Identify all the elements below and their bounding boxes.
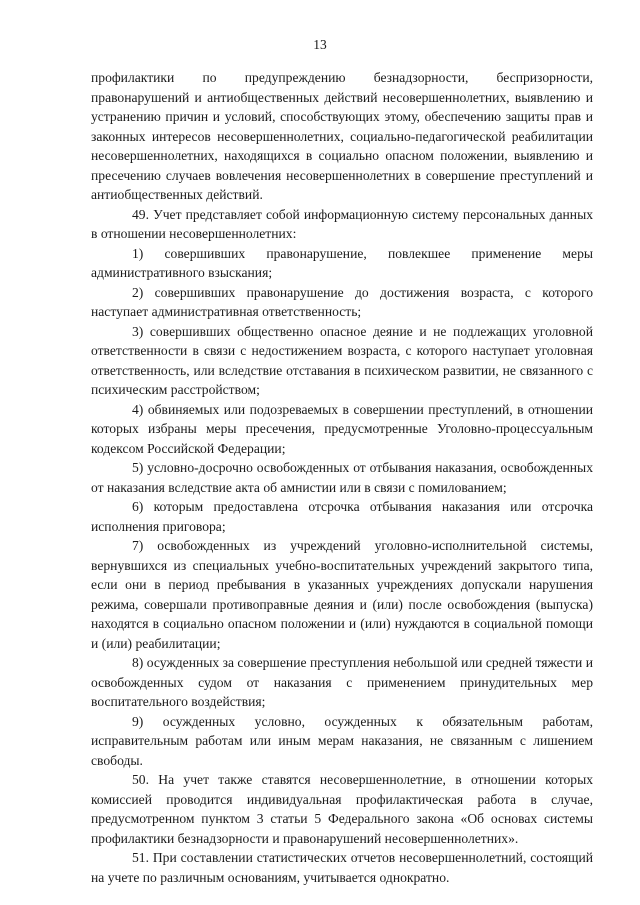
list-item-49-1: 1) совершивших правонарушение, повлекшее применение меры административного взыскания; — [91, 245, 593, 280]
list-item-49-9: 9) осужденных условно, осужденных к обязательным работам, исправительным работам или иным мерам наказания, не связанным с лишением свободы. — [91, 713, 593, 768]
page-number: 13 — [313, 37, 327, 52]
list-item-49-4: 4) обвиняемых или подозреваемых в совершении преступлений, в отношении которых избраны меры пресечения, предусмотренные Уголовно-процессуальным кодексом Российской Федерации; — [91, 401, 593, 456]
list-item-49-7: 7) освобожденных из учреждений уголовно-исполнительной системы, вернувшихся из специальных учебно-воспитательных учреждений закрытого типа, если они в период пребывания в указанных учреждениях допускали нарушения режима, совершали противоправные деяния и (или) после освобождения (выпуска) находятся в социально опасном положении и (или) нуждаются в социальной помощи и (или) реабилитации; — [91, 538, 593, 651]
paragraph-item-51: 51. При составлении статистических отчетов несовершеннолетний, состоящий на учете по различным основаниям, учитывается однократно. — [91, 850, 593, 885]
list-item-49-8: 8) осужденных за совершение преступления небольшой или средней тяжести и освобожденных судом от наказания с применением принудительных мер воспитательного воздействия; — [91, 655, 593, 709]
list-item-49-5: 5) условно-досрочно освобожденных от отбывания наказания, освобожденных от наказания вследствие акта об амнистии или в связи с помилованием; — [91, 460, 593, 495]
document-body — [91, 68, 593, 887]
list-item-49-2: 2) совершивших правонарушение до достижения возраста, с которого наступает административная ответственность; — [91, 284, 593, 319]
list-item-49-3: 3) совершивших общественно опасное деяние и не подлежащих уголовной ответственности в связи с недостижением возраста, с которого наступает уголовная ответственность, или вследствие отставания в психическом развитии, не связанного с психическим расстройством; — [91, 323, 593, 397]
list-item-49-6: 6) которым предоставлена отсрочка отбывания наказания или отсрочка исполнения приговора; — [91, 499, 593, 534]
paragraph-continuation: профилактики по предупреждению безнадзорности, беспризорности, правонарушений и антиобщественных действий несовершеннолетних, выявлению и устранению причин и условий, способствующих этому, обеспечению защиты прав и законных интересов несовершеннолетних, социально-педагогической реабилитации несовершеннолетних, находящихся в социально опасном положении, выявлению и пресечению случаев вовлечения несовершеннолетних в совершение преступлений и антиобщественных действий. — [91, 70, 593, 202]
paragraph-item-50: 50. На учет также ставятся несовершеннолетние, в отношении которых комиссией проводится индивидуальная профилактическая работа в случае, предусмотренном пунктом 3 статьи 5 Федерального закона «Об основах системы профилактики безнадзорности и правонарушений несовершеннолетних». — [91, 772, 593, 846]
paragraph-item-49: 49. Учет представляет собой информационную систему персональных данных в отношении несовершеннолетних: — [91, 206, 593, 241]
